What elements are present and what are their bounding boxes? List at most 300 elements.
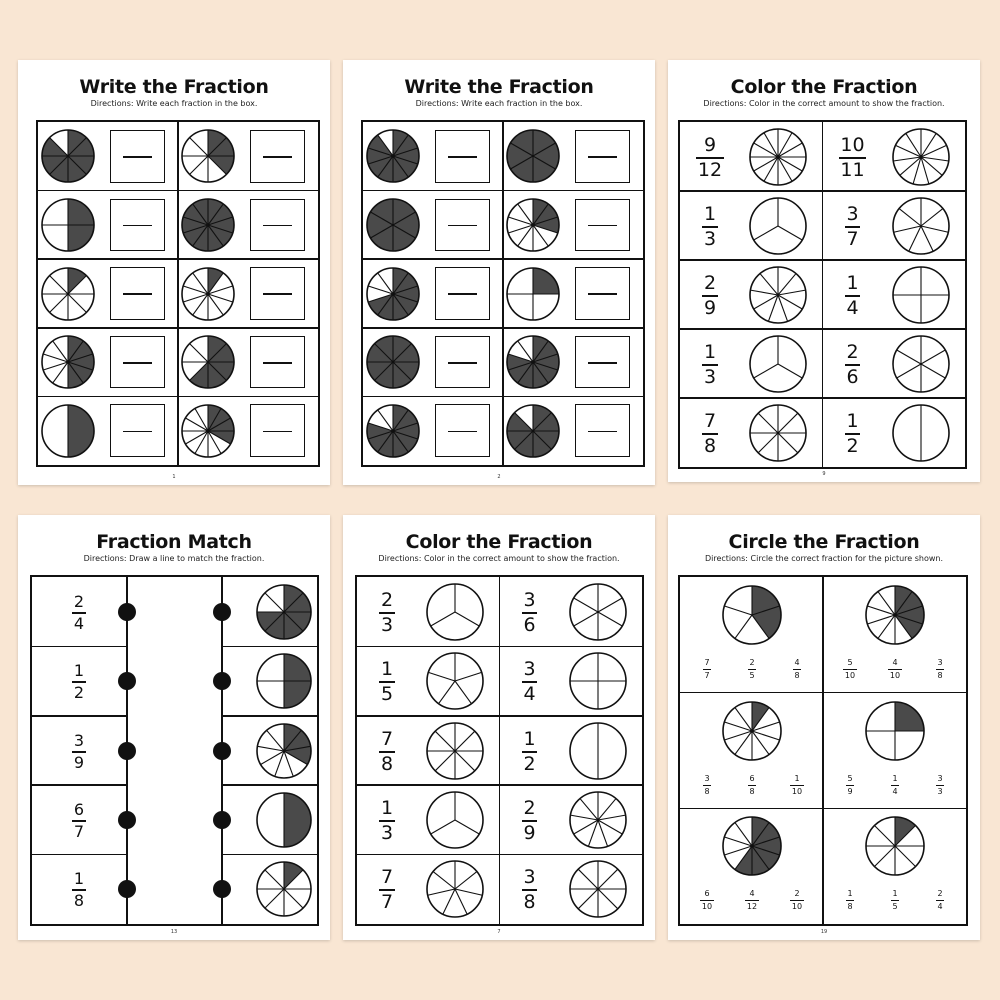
denominator: 9 [703, 296, 717, 319]
row-divider [222, 784, 317, 786]
fraction-pie [255, 860, 313, 918]
slice-divider [724, 837, 752, 846]
fraction-pie [864, 584, 926, 646]
slice-divider [53, 362, 68, 383]
fraction-label [702, 340, 718, 388]
page-number: 13 [170, 929, 178, 935]
fraction-pie [365, 403, 421, 459]
fraction-option [936, 890, 945, 911]
fraction-label [522, 727, 538, 775]
slice-divider [508, 217, 533, 225]
fraction-bar [700, 900, 714, 901]
fraction-label [379, 588, 395, 636]
fraction-pie [40, 128, 96, 184]
fraction-pie [365, 334, 421, 390]
slice-divider [208, 294, 223, 315]
fraction-label [379, 796, 395, 844]
column-divider [502, 122, 504, 465]
fraction-label [702, 202, 718, 250]
slice-divider [896, 364, 920, 378]
slice-divider [50, 294, 68, 312]
slice-divider [752, 731, 769, 754]
slice-divider [867, 606, 895, 615]
answer-box[interactable] [250, 130, 305, 183]
slice-divider [508, 225, 533, 233]
worksheet-circle-fraction [668, 515, 980, 940]
fraction-line [263, 225, 292, 227]
blank-pie [748, 265, 808, 325]
fraction-label [522, 588, 538, 636]
numerator: 1 [703, 202, 717, 225]
column-divider [177, 122, 179, 465]
slice-divider [50, 275, 68, 293]
numerator: 1 [703, 340, 717, 363]
shaded-slice [68, 405, 94, 457]
slice-divider [455, 751, 475, 771]
slice-divider [778, 295, 788, 321]
answer-box[interactable] [250, 199, 305, 252]
row-divider [32, 715, 127, 717]
fraction-label [72, 663, 86, 701]
denominator: 4 [892, 786, 898, 796]
shaded-slice [284, 862, 303, 889]
slice-divider [368, 285, 393, 293]
numerator: 10 [840, 133, 865, 156]
fraction-option [703, 659, 712, 680]
numerator: 2 [749, 658, 755, 667]
slice-divider [428, 672, 455, 681]
slice-divider [193, 272, 208, 293]
fraction-line [123, 156, 152, 158]
slice-divider [455, 889, 467, 914]
numerator: 2 [794, 889, 800, 899]
blank-pie [748, 403, 808, 463]
denominator: 5 [749, 671, 755, 680]
slice-divider [455, 672, 482, 681]
fraction-pie [721, 700, 783, 762]
slice-divider [754, 364, 778, 378]
denominator: 3 [937, 786, 943, 796]
fraction-label [845, 202, 861, 250]
numerator: 4 [749, 889, 755, 899]
column-divider [499, 577, 501, 924]
answer-box[interactable] [110, 130, 165, 183]
answer-box[interactable] [575, 199, 630, 252]
denominator: 4 [523, 683, 536, 706]
slice-divider [190, 156, 208, 174]
slice-divider [877, 592, 894, 615]
answer-box[interactable] [435, 130, 490, 183]
shaded-slice [507, 412, 533, 430]
worksheet-directions: Directions: Write each fraction in the box. [90, 99, 258, 108]
fraction-line [123, 293, 152, 295]
answer-box[interactable] [110, 267, 165, 320]
blank-pie [568, 721, 628, 781]
fraction-pie [721, 584, 783, 646]
numerator: 3 [523, 658, 536, 681]
slice-divider [518, 204, 533, 225]
blank-pie [891, 265, 951, 325]
slice-divider [598, 598, 622, 612]
match-dot[interactable] [213, 603, 231, 621]
blank-pie [891, 196, 951, 256]
fraction-line [588, 362, 617, 364]
slice-divider [183, 294, 208, 302]
denominator: 10 [791, 786, 803, 796]
numerator: 1 [892, 773, 898, 783]
blank-pie [891, 403, 951, 463]
numerator: 2 [846, 340, 859, 363]
denominator: 10 [701, 902, 713, 912]
fraction-label [839, 133, 867, 181]
denominator: 8 [703, 434, 717, 457]
denominator: 9 [73, 752, 85, 772]
denominator: 8 [794, 671, 800, 680]
answer-box[interactable] [435, 404, 490, 457]
fraction-bar [843, 669, 857, 670]
match-dot[interactable] [213, 742, 231, 760]
slice-divider [778, 295, 802, 309]
fraction-option [891, 775, 900, 796]
denominator: 3 [703, 365, 717, 388]
answer-box[interactable] [250, 404, 305, 457]
denominator: 7 [73, 821, 85, 841]
fraction-bar [793, 669, 802, 670]
fraction-option [745, 890, 759, 911]
fraction-label [845, 340, 861, 388]
column-divider [822, 122, 824, 467]
page-number: 7 [497, 929, 501, 935]
fraction-option [748, 659, 757, 680]
numerator: 1 [73, 869, 85, 889]
answer-box[interactable] [110, 336, 165, 389]
answer-box[interactable] [435, 199, 490, 252]
fraction-bar [703, 669, 712, 670]
denominator: 8 [380, 752, 394, 775]
fraction-line [263, 431, 292, 433]
denominator: 6 [523, 613, 536, 636]
color-grid [678, 120, 967, 469]
fraction-label [379, 660, 395, 704]
slice-divider [598, 889, 618, 909]
worksheet-fraction-match [18, 515, 330, 940]
slice-divider [598, 869, 618, 889]
fraction-line [123, 431, 152, 433]
denominator: 10 [844, 671, 856, 680]
numerator: 6 [73, 799, 85, 819]
fraction-label [702, 409, 718, 457]
numerator: 2 [523, 796, 536, 819]
slice-divider [53, 341, 68, 362]
match-dot[interactable] [118, 811, 136, 829]
worksheet-color-fraction-1 [668, 60, 980, 482]
fraction-line [448, 293, 477, 295]
fraction-pie [255, 652, 313, 710]
slice-divider [734, 707, 751, 730]
write-grid [361, 120, 645, 467]
blank-pie [891, 334, 951, 394]
slice-divider [588, 820, 598, 846]
answer-box[interactable] [250, 267, 305, 320]
numerator: 1 [847, 889, 853, 899]
numerator: 1 [794, 773, 800, 783]
fraction-pie [721, 815, 783, 877]
fraction-bar [703, 785, 712, 786]
fraction-bar [790, 900, 804, 901]
slice-divider [921, 350, 945, 364]
worksheet-title: Color the Fraction [405, 531, 593, 553]
fraction-option [888, 659, 902, 680]
slice-divider [724, 606, 752, 615]
fraction-pie [180, 403, 236, 459]
slice-divider [265, 593, 284, 612]
slice-divider [598, 612, 622, 626]
numerator: 3 [73, 730, 85, 750]
numerator: 6 [749, 773, 755, 783]
fraction-option [846, 775, 855, 796]
row-divider [32, 854, 127, 856]
fraction-label [72, 871, 86, 909]
row-divider [222, 854, 317, 856]
fraction-label [379, 727, 395, 775]
slice-divider [265, 889, 284, 908]
slice-divider [778, 433, 798, 453]
denominator: 4 [846, 296, 859, 319]
denominator: 10 [889, 671, 901, 680]
fraction-label [522, 660, 538, 704]
slice-divider [778, 364, 802, 378]
numerator: 1 [380, 796, 394, 819]
slice-divider [867, 615, 895, 624]
slice-divider [895, 846, 916, 867]
numerator: 1 [846, 271, 859, 294]
fraction-line [448, 156, 477, 158]
slice-divider [455, 820, 479, 834]
denominator: 11 [840, 158, 865, 181]
denominator: 10 [791, 902, 803, 912]
slice-divider [768, 295, 778, 321]
denominator: 9 [847, 786, 853, 796]
slice-divider [921, 226, 933, 251]
shaded-slice [190, 362, 208, 388]
slice-divider [431, 612, 455, 626]
fraction-label [522, 796, 538, 844]
fraction-pie [864, 815, 926, 877]
fraction-line [588, 225, 617, 227]
fraction-option [936, 659, 945, 680]
match-dot[interactable] [213, 880, 231, 898]
slice-divider [877, 615, 894, 638]
slice-divider [439, 681, 455, 704]
answer-box[interactable] [575, 336, 630, 389]
numerator: 1 [73, 661, 85, 681]
fraction-pie [180, 334, 236, 390]
slice-divider [578, 869, 598, 889]
denominator: 12 [746, 902, 758, 912]
slice-divider [455, 612, 479, 626]
slice-divider [724, 731, 752, 740]
page-number: 9 [822, 471, 826, 477]
match-dot[interactable] [213, 672, 231, 690]
blank-pie [425, 721, 485, 781]
numerator: 9 [703, 133, 717, 156]
worksheet-directions: Directions: Color in the correct amount to show the fraction. [378, 554, 620, 563]
blank-pie [891, 127, 951, 187]
slice-divider [724, 722, 752, 731]
numerator: 3 [937, 773, 943, 783]
numerator: 2 [73, 591, 85, 611]
fraction-label [72, 799, 86, 841]
shaded-slice [895, 817, 916, 846]
slice-divider [734, 823, 751, 846]
fraction-label [702, 271, 718, 319]
denominator: 8 [523, 891, 536, 914]
denominator: 2 [523, 752, 536, 775]
slice-divider [455, 681, 471, 704]
fraction-bar [748, 785, 757, 786]
answer-box[interactable] [575, 404, 630, 457]
match-dot[interactable] [213, 811, 231, 829]
column-divider [822, 577, 824, 924]
worksheet-title: Fraction Match [96, 531, 252, 553]
answer-box[interactable] [250, 336, 305, 389]
fraction-bar [748, 669, 757, 670]
answer-box[interactable] [575, 267, 630, 320]
answer-box[interactable] [435, 336, 490, 389]
worksheet-title: Write the Fraction [404, 76, 594, 98]
fraction-bar [936, 669, 945, 670]
slice-divider [43, 354, 68, 362]
fraction-label [72, 730, 86, 772]
page-number: 1 [172, 474, 176, 480]
slice-divider [183, 285, 208, 293]
worksheet-title: Circle the Fraction [728, 531, 920, 553]
fraction-label [845, 271, 861, 319]
denominator: 2 [846, 434, 859, 457]
fraction-label [845, 409, 861, 457]
numerator: 4 [892, 658, 898, 667]
fraction-line [263, 156, 292, 158]
fraction-pie [255, 583, 313, 641]
fraction-pie [505, 128, 561, 184]
fraction-line [123, 362, 152, 364]
fraction-option [846, 890, 855, 911]
shaded-slice [208, 156, 234, 174]
fraction-line [448, 225, 477, 227]
denominator: 3 [703, 227, 717, 250]
slice-divider [874, 846, 895, 867]
match-dot[interactable] [118, 880, 136, 898]
numerator: 5 [847, 773, 853, 783]
fraction-pie [365, 197, 421, 253]
worksheet-write-fraction-1 [18, 60, 330, 485]
denominator: 9 [523, 821, 536, 844]
slice-divider [598, 820, 608, 846]
slice-divider [758, 413, 778, 433]
fraction-line [588, 431, 617, 433]
fraction-label [379, 868, 395, 912]
slice-divider [190, 138, 208, 156]
slice-divider [455, 889, 482, 895]
numerator: 7 [704, 658, 710, 667]
fraction-option [936, 775, 945, 796]
denominator: 12 [697, 158, 723, 181]
fraction-pie [40, 197, 96, 253]
slice-divider [378, 272, 393, 293]
numerator: 7 [380, 727, 394, 750]
denominator: 5 [892, 902, 898, 912]
fraction-pie [180, 197, 236, 253]
fraction-option [843, 659, 857, 680]
denominator: 7 [704, 671, 710, 680]
denominator: 8 [937, 671, 943, 680]
match-dot[interactable] [118, 742, 136, 760]
slice-divider [598, 820, 622, 834]
fraction-bar [790, 785, 804, 786]
fraction-label [696, 133, 724, 181]
fraction-pie [864, 700, 926, 762]
fraction-option [793, 659, 802, 680]
slice-divider [573, 612, 597, 626]
numerator: 6 [704, 889, 710, 899]
page-number: 2 [497, 474, 501, 480]
fraction-line [263, 362, 292, 364]
blank-pie [425, 790, 485, 850]
fraction-bar [745, 900, 759, 901]
slice-divider [578, 889, 598, 909]
denominator: 7 [846, 227, 859, 250]
answer-box[interactable] [110, 199, 165, 252]
denominator: 4 [937, 902, 943, 912]
numerator: 3 [523, 866, 536, 889]
slice-divider [455, 731, 475, 751]
denominator: 8 [749, 786, 755, 796]
slice-divider [752, 731, 780, 740]
slice-divider [435, 731, 455, 751]
numerator: 2 [937, 889, 943, 899]
slice-divider [908, 226, 920, 251]
blank-pie [748, 196, 808, 256]
answer-box[interactable] [575, 130, 630, 183]
numerator: 3 [846, 202, 859, 225]
match-dot[interactable] [118, 672, 136, 690]
slice-divider [921, 364, 945, 378]
worksheet-title: Color the Fraction [730, 76, 918, 98]
numerator: 4 [794, 658, 800, 667]
fraction-pie [505, 334, 561, 390]
fraction-bar [888, 669, 902, 670]
slice-divider [428, 889, 455, 895]
match-dot[interactable] [118, 603, 136, 621]
fraction-pie [40, 266, 96, 322]
answer-box[interactable] [110, 404, 165, 457]
slice-divider [443, 889, 455, 914]
slice-divider [921, 226, 948, 232]
slice-divider [899, 208, 921, 225]
answer-box[interactable] [435, 267, 490, 320]
slice-divider [435, 751, 455, 771]
slice-divider [734, 731, 751, 754]
slice-divider [433, 872, 455, 889]
denominator: 8 [704, 786, 710, 796]
circle-grid [678, 575, 968, 926]
fraction-pie [180, 128, 236, 184]
fraction-bar [936, 900, 945, 901]
worksheet-directions: Directions: Circle the correct fraction for the picture shown. [704, 554, 944, 563]
fraction-pie [365, 128, 421, 184]
slice-divider [893, 226, 920, 232]
blank-pie [568, 859, 628, 919]
